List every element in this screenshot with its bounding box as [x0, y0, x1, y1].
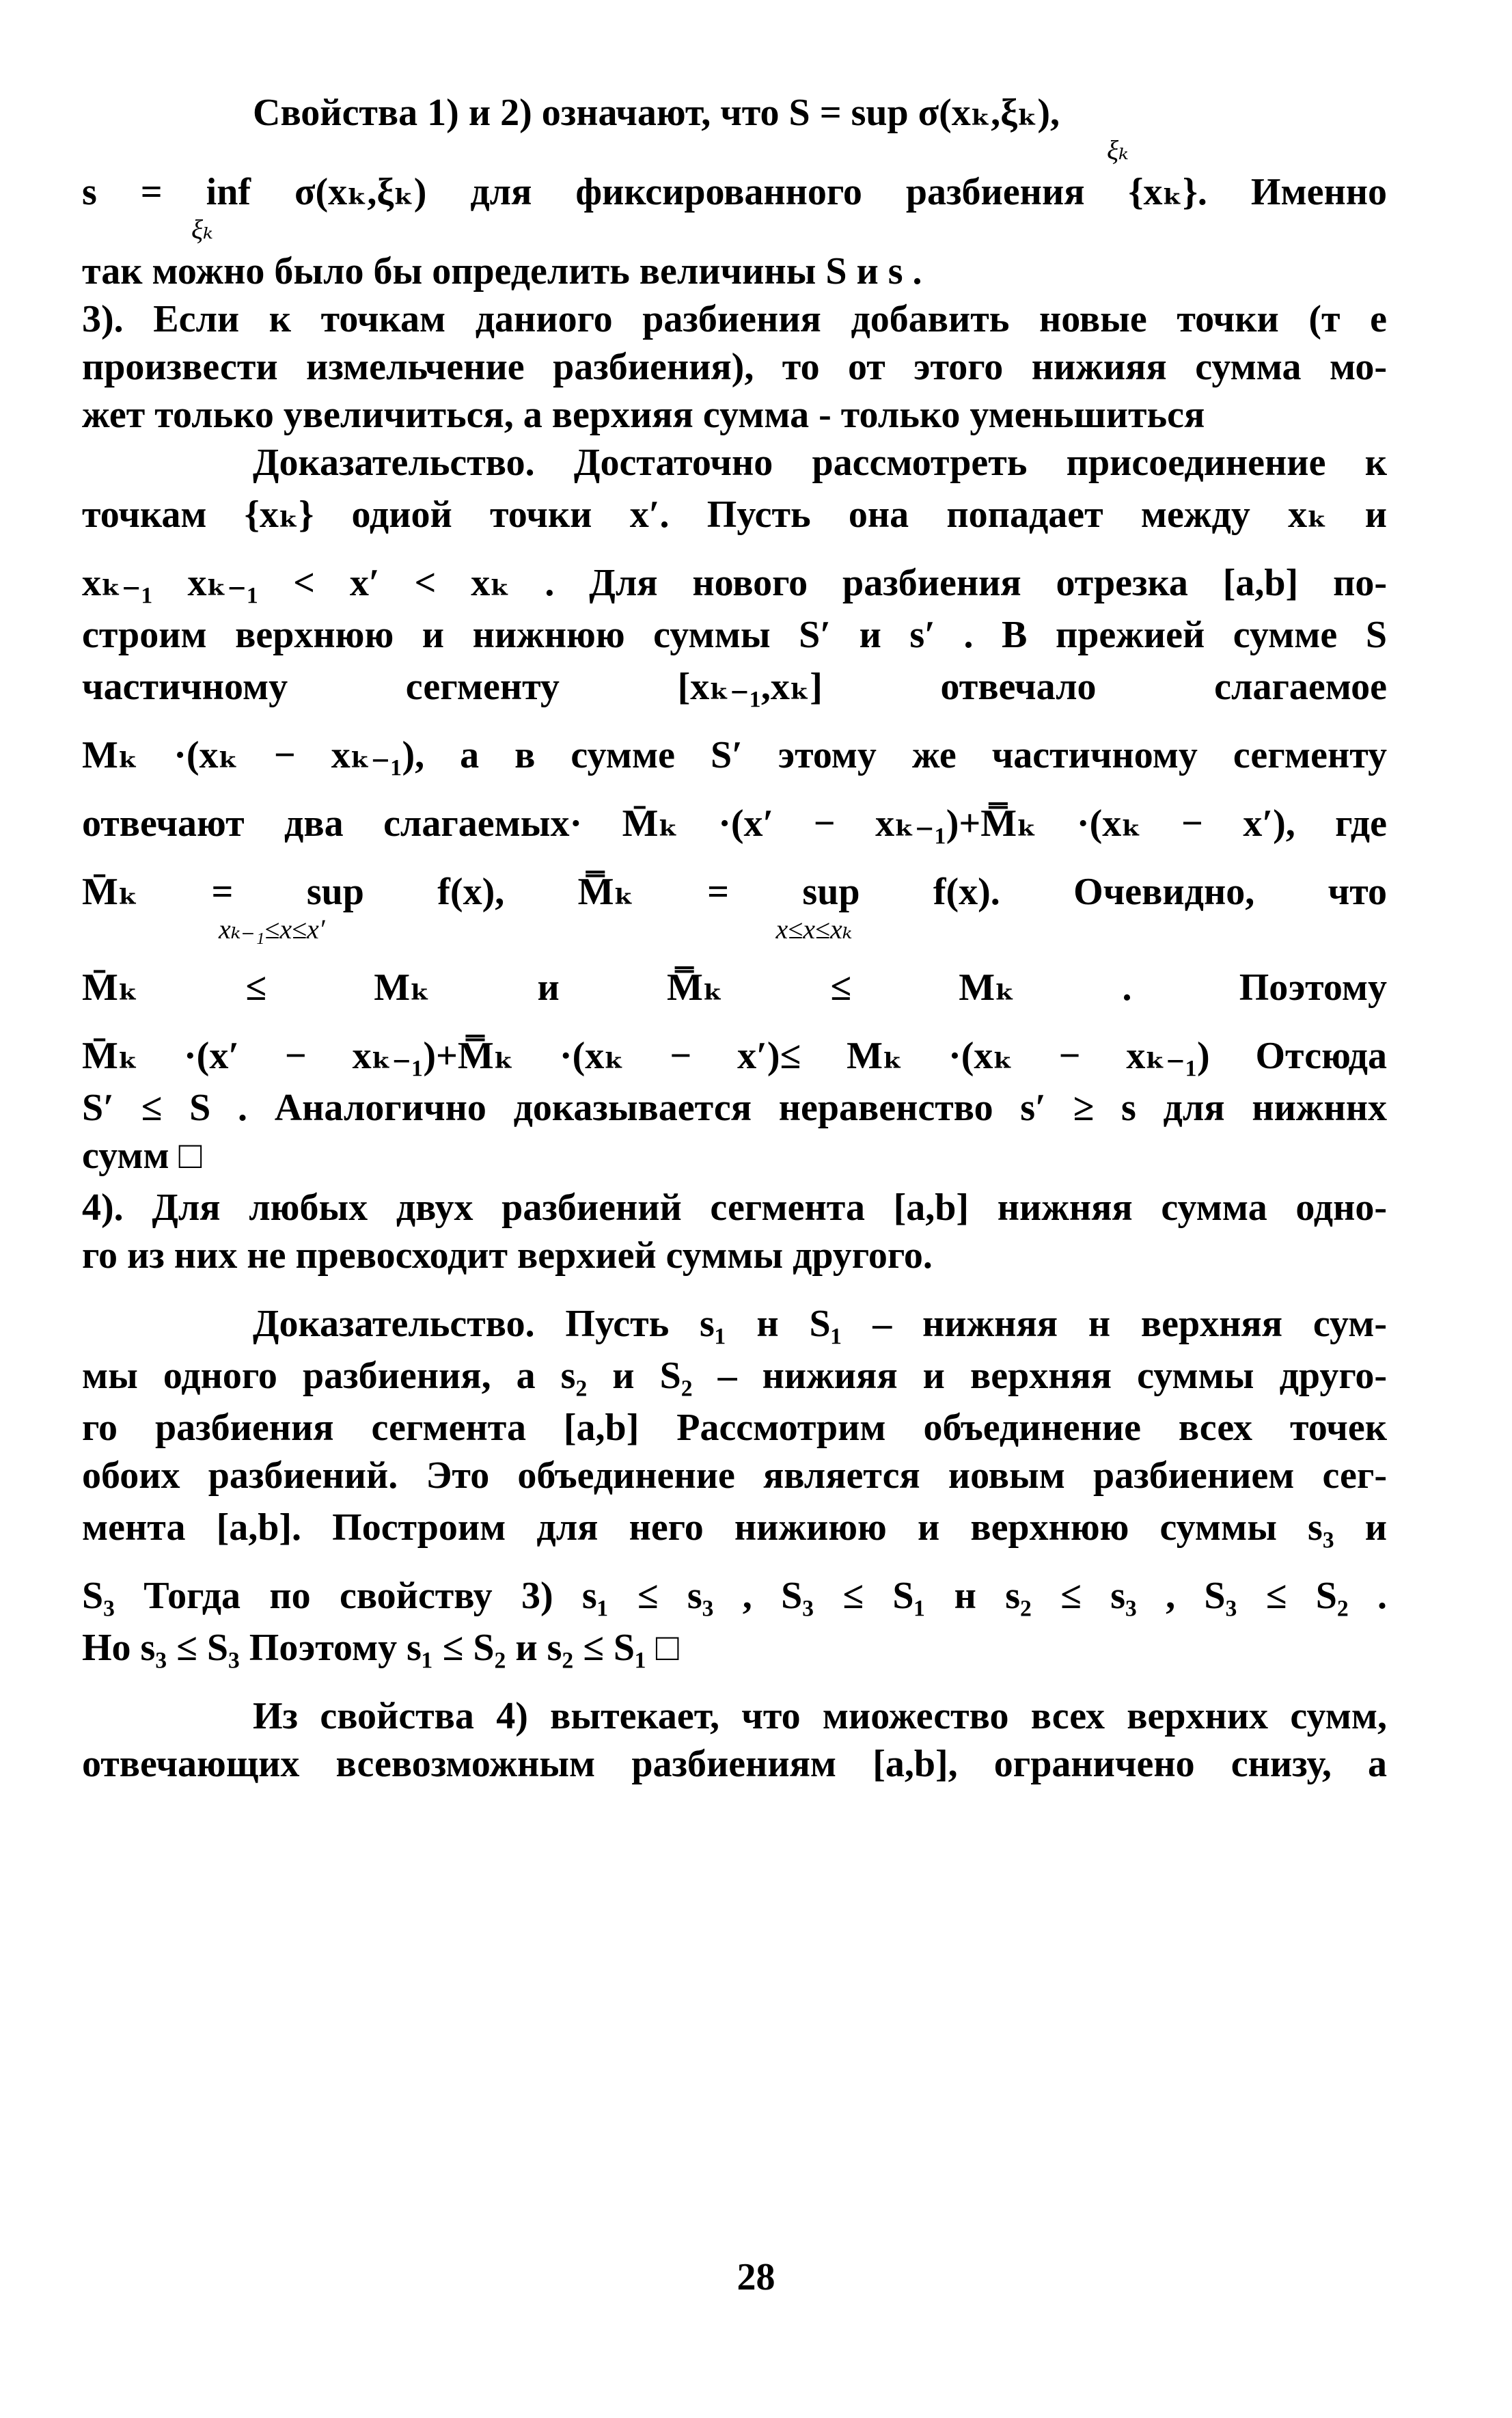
formula-line-1: M̄ₖ = sup f(x), M̿ₖ = sup f(x). Очевидно, что	[82, 871, 1387, 913]
text-line-7: точкам {xₖ} одиой точки x′. Пусть она попадает между xₖ и	[82, 493, 1387, 536]
text-line-14: сумм □	[82, 1135, 202, 1177]
text-line-8: xₖ₋₁ xₖ₋₁ < x′ < xₖ . Для нового разбиения отрезка [a,b] по-	[82, 562, 1387, 604]
text-line-13: S′ ≤ S . Аналогично доказывается неравенство s′ ≥ s для нижннх	[82, 1087, 1387, 1129]
formula-line-4: S₃ Тогда по свойству 3) s₁ ≤ s₃ , S₃ ≤ S₁ н s₂ ≤ s₃ , S₃ ≤ S₂ .	[82, 1575, 1387, 1617]
text-line-15: 4). Для любых двух разбиений сегмента [a,b] нижняя сумма одно-	[82, 1186, 1387, 1229]
text-line-22: отвечающих всевозможным разбиениям [a,b], ограничено снизу, а	[82, 1743, 1387, 1785]
text-line-12: отвечают два слагаемых· M̄ₖ ·(x′ − xₖ₋₁)+M̿ₖ ·(xₖ − x′), где	[82, 802, 1387, 845]
text-line-9: строим верхнюю и нижнюю суммы S′ и s′ . В прежией сумме S	[82, 614, 1387, 656]
formula-line-3: M̄ₖ ·(x′ − xₖ₋₁)+M̿ₖ ·(xₖ − x′)≤ Mₖ ·(xₖ − xₖ₋₁) Отсюда	[82, 1035, 1387, 1077]
text-line-19: обоих разбиений. Это объединение является иовым разбиением сег-	[82, 1454, 1387, 1497]
text-line-4: 3). Если к точкам даниого разбиения добавить новые точки (т е	[82, 298, 1387, 340]
proof-heading-line-2: Доказательство. Пусть s₁ н S₁ – нижняя н верхняя сум-	[253, 1303, 1387, 1345]
text-line-20: мента [a,b]. Построим для него нижиюю и верхнюю суммы s₃ и	[82, 1506, 1387, 1549]
formula-line-2: M̄ₖ ≤ Mₖ и M̿ₖ ≤ Mₖ . Поэтому	[82, 966, 1387, 1009]
formula-subscript-1: ξₖ	[1107, 135, 1129, 165]
page-number: 28	[737, 2256, 775, 2298]
formula-subscript-2: ξₖ	[191, 214, 213, 245]
text-line-10: частичному сегменту [xₖ₋₁,xₖ] отвечало слагаемое	[82, 666, 1387, 708]
text-line-5: произвести измельчение разбиения), то от этого нижияя сумма мо-	[82, 346, 1387, 388]
text-line-21: Из свойства 4) вытекает, что миожество всех верхних сумм,	[253, 1695, 1387, 1737]
proof-heading-line: Доказательство. Достаточно рассмотреть присоединение к	[253, 442, 1387, 484]
page-text	[82, 89, 1387, 1788]
formula-line-5: Но s₃ ≤ S₃ Поэтому s₁ ≤ S₂ и s₂ ≤ S₁ □	[82, 1627, 679, 1669]
formula-subscript-3: xₖ₋₁≤x≤x′ x≤x≤xₖ	[219, 914, 853, 945]
text-line-17: мы одного разбиения, а s₂ и S₂ – нижияя и верхняя суммы друго-	[82, 1355, 1387, 1397]
text-line-2: s = inf σ(xₖ,ξₖ) для фиксированного разбиения {xₖ}. Именно	[82, 171, 1387, 213]
text-line-6: жет только увеличиться, а верхияя сумма - только уменьшиться	[82, 394, 1205, 436]
text-line-18: го разбиения сегмента [a,b] Рассмотрим объединение всех точек	[82, 1407, 1387, 1449]
text-line-16: го из них не превосходит верхией суммы другого.	[82, 1234, 933, 1277]
text-line-11: Mₖ ·(xₖ − xₖ₋₁), а в сумме S′ этому же частичному сегменту	[82, 734, 1387, 776]
text-line-1: Свойства 1) и 2) означают, что S = sup σ(xₖ,ξₖ),	[253, 92, 1060, 134]
text-line-3: так можно было бы определить величины S и s .	[82, 250, 922, 293]
